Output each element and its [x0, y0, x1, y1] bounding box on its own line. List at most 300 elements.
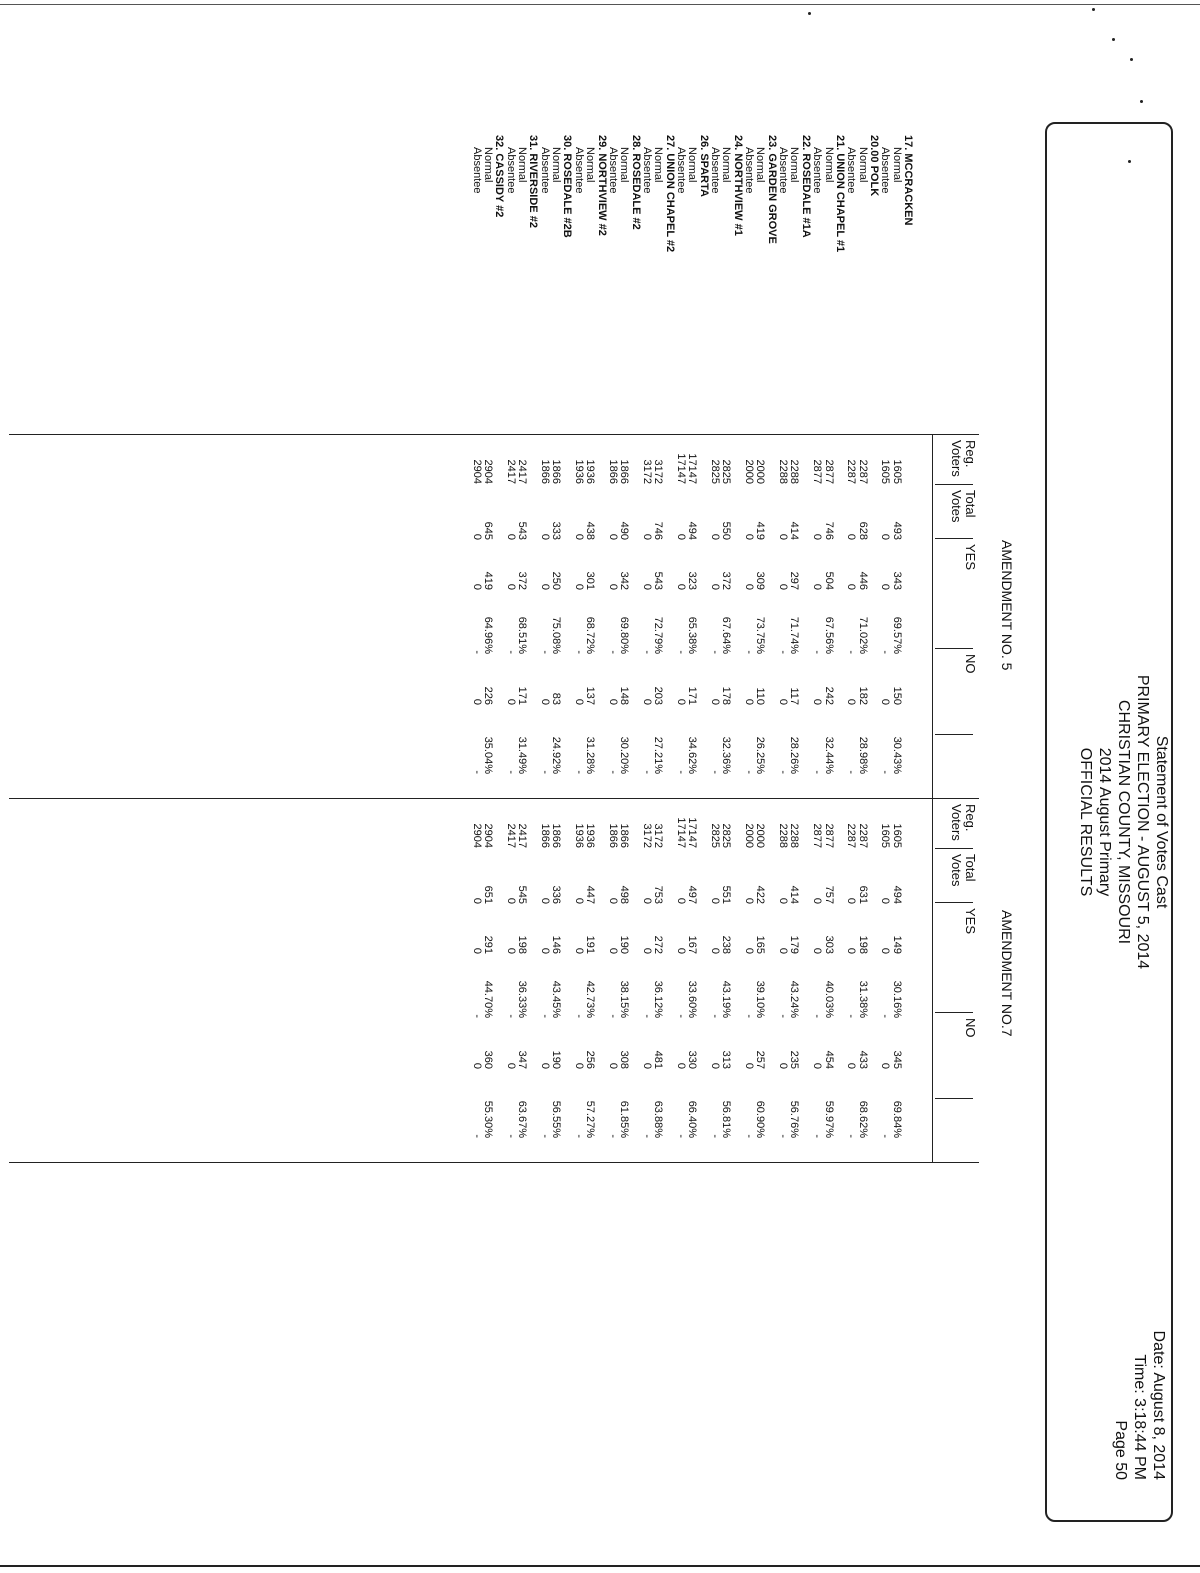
- vote-type: Absentee: [470, 147, 483, 194]
- table-row: [652, 135, 663, 1235]
- a5-no-votes-cell: 203: [652, 686, 665, 705]
- a5-no-percent-cell: 31.28%: [584, 736, 597, 774]
- vote-type: Normal: [754, 147, 767, 183]
- a5-no-votes-cell: 242: [822, 686, 835, 705]
- precinct-name: 21. UNION CHAPEL #1: [833, 135, 846, 253]
- precinct-name: 22. ROSEDALE #1A: [799, 135, 812, 238]
- table-row: [550, 135, 561, 1235]
- a5-total-votes-cell: 543: [516, 521, 529, 540]
- a7-no-percent-cell: 59.97%: [822, 1100, 835, 1138]
- scan-speck: [808, 12, 811, 15]
- a7-yes-votes-cell: 0: [538, 947, 551, 954]
- a5-yes-votes-cell: 0: [845, 583, 858, 590]
- a7-yes-percent-cell: 38.15%: [618, 980, 631, 1018]
- a7-yes-votes-cell: 0: [743, 947, 756, 954]
- a7-reg-voters-cell: 2877: [822, 823, 835, 848]
- a7-no-percent-cell: -: [709, 1134, 722, 1138]
- a7-yes-votes-cell: 167: [686, 935, 699, 954]
- a5-yes-percent-cell: 71.74%: [788, 616, 801, 654]
- a5-no-votes-cell: 226: [482, 686, 495, 705]
- a5-no-percent-cell: -: [845, 770, 858, 774]
- report-page-number: Page 50: [1112, 1420, 1129, 1480]
- a7-yes-votes-cell: 291: [482, 935, 495, 954]
- a5-no-percent-cell: 24.92%: [550, 736, 563, 774]
- a7-no-votes-cell: 433: [856, 1050, 869, 1069]
- a7-no-percent-cell: -: [777, 1134, 790, 1138]
- table-row: [482, 135, 493, 1235]
- a7-total-votes-cell: 0: [709, 897, 722, 904]
- a5-no-votes-cell: 148: [618, 686, 631, 705]
- a7-no-percent-cell: 63.67%: [516, 1100, 529, 1138]
- a5-total-votes-cell: 746: [822, 521, 835, 540]
- a7-no-percent-cell: 56.55%: [550, 1100, 563, 1138]
- a5-no-percent-cell: -: [743, 770, 756, 774]
- column-divider: [935, 648, 973, 649]
- a5-yes-votes-cell: 0: [538, 583, 551, 590]
- a5-yes-votes-cell: 250: [550, 571, 563, 590]
- a7-no-percent-cell: -: [470, 1134, 483, 1138]
- a7-yes-percent-cell: 36.12%: [652, 980, 665, 1018]
- column-header-yes: YES: [963, 908, 978, 935]
- a7-no-votes-cell: 256: [584, 1050, 597, 1069]
- a7-yes-percent-cell: 42.73%: [584, 980, 597, 1018]
- a5-yes-votes-cell: 0: [504, 583, 517, 590]
- a7-yes-votes-cell: 165: [754, 935, 767, 954]
- a7-no-votes-cell: 0: [640, 1062, 653, 1069]
- a5-yes-votes-cell: 372: [720, 571, 733, 590]
- a7-yes-percent-cell: -: [606, 1014, 619, 1018]
- a7-no-votes-cell: 308: [618, 1050, 631, 1069]
- a5-reg-voters-cell: 1605: [879, 459, 892, 484]
- precinct-header-row: [698, 135, 709, 1235]
- report-title-line: PRIMARY ELECTION - AUGUST 5, 2014: [1134, 674, 1151, 970]
- table-row: [505, 135, 516, 1235]
- a7-reg-voters-cell: 2288: [777, 823, 790, 848]
- a7-reg-voters-cell: 1936: [572, 823, 585, 848]
- precinct-name: 17. MCCRACKEN: [902, 135, 914, 226]
- a7-reg-voters-cell: 2288: [788, 823, 801, 848]
- amendment-5-title: AMENDMENT NO. 5: [999, 540, 1015, 671]
- a7-total-votes-cell: 0: [504, 897, 517, 904]
- a7-yes-votes-cell: 179: [788, 935, 801, 954]
- a5-no-percent-cell: -: [675, 770, 687, 774]
- a5-reg-voters-cell: 1936: [584, 459, 597, 484]
- a5-total-votes-cell: 493: [890, 521, 903, 540]
- a7-yes-percent-cell: -: [811, 1014, 824, 1018]
- a7-no-percent-cell: 55.30%: [482, 1100, 495, 1138]
- a5-no-votes-cell: 178: [720, 686, 733, 705]
- a7-total-votes-cell: 631: [856, 885, 869, 904]
- table-row: [754, 135, 765, 1235]
- a5-total-votes-cell: 494: [686, 521, 699, 540]
- vote-type: Normal: [550, 147, 563, 183]
- a5-no-percent-cell: -: [606, 770, 619, 774]
- a5-total-votes-cell: 0: [777, 533, 790, 540]
- a5-no-percent-cell: -: [538, 770, 551, 774]
- a5-yes-votes-cell: 504: [822, 571, 835, 590]
- a5-reg-voters-cell: 1866: [538, 459, 551, 484]
- table-row: [607, 135, 618, 1235]
- a7-total-votes-cell: 336: [550, 885, 563, 904]
- a5-yes-percent-cell: 67.64%: [720, 616, 733, 654]
- a7-total-votes-cell: 757: [822, 885, 835, 904]
- precinct-name: 24. NORTHVIEW #1: [731, 135, 744, 236]
- a5-yes-percent-cell: -: [743, 650, 756, 654]
- a7-no-votes-cell: 0: [675, 1062, 687, 1069]
- a5-no-votes-cell: 0: [879, 698, 892, 705]
- a7-yes-percent-cell: 43.45%: [550, 980, 563, 1018]
- a7-yes-votes-cell: 303: [822, 935, 835, 954]
- a5-yes-votes-cell: 0: [777, 583, 790, 590]
- a7-no-percent-cell: -: [879, 1134, 892, 1138]
- a7-no-votes-cell: 0: [743, 1062, 756, 1069]
- vote-type: Normal: [686, 147, 699, 183]
- a7-reg-voters-cell: 1605: [890, 823, 903, 848]
- a5-no-percent-cell: 35.04%: [482, 736, 495, 774]
- a5-yes-percent-cell: -: [845, 650, 858, 654]
- a7-no-votes-cell: 0: [777, 1062, 790, 1069]
- table-row: [856, 135, 867, 1235]
- a7-no-percent-cell: 61.85%: [618, 1100, 631, 1138]
- a7-reg-voters-cell: 3172: [640, 823, 653, 848]
- a7-total-votes-cell: 414: [788, 885, 801, 904]
- a7-reg-voters-cell: 1936: [584, 823, 597, 848]
- a7-no-votes-cell: 190: [550, 1050, 563, 1069]
- a5-no-votes-cell: 0: [743, 698, 756, 705]
- a5-no-votes-cell: 83: [550, 692, 563, 705]
- a7-reg-voters-cell: 1605: [879, 823, 892, 848]
- report-date-block: [1111, 1331, 1168, 1480]
- a5-yes-votes-cell: 0: [640, 583, 653, 590]
- column-divider: [935, 902, 973, 903]
- column-divider: [935, 734, 973, 735]
- table-row: [618, 135, 629, 1235]
- a7-total-votes-cell: 551: [720, 885, 733, 904]
- a7-no-votes-cell: 257: [754, 1050, 767, 1069]
- a7-yes-votes-cell: 0: [675, 947, 687, 954]
- a5-no-percent-cell: -: [709, 770, 722, 774]
- a7-yes-percent-cell: -: [675, 1014, 687, 1018]
- precinct-header-row: [663, 135, 674, 1235]
- vote-type: Absentee: [777, 147, 790, 194]
- precinct-header-row: [902, 135, 913, 1235]
- a7-reg-voters-cell: 2904: [482, 823, 495, 848]
- vote-type: Normal: [516, 147, 529, 183]
- a5-no-votes-cell: 0: [777, 698, 790, 705]
- a7-yes-percent-cell: 33.60%: [686, 980, 699, 1018]
- a5-reg-voters-cell: 2000: [743, 459, 756, 484]
- a5-no-votes-cell: 0: [470, 698, 483, 705]
- a5-yes-percent-cell: 64.96%: [482, 616, 495, 654]
- a5-yes-votes-cell: 419: [482, 571, 495, 590]
- precinct-name: 30. ROSEDALE #2B: [561, 135, 574, 238]
- report-title-line: CHRISTIAN COUNTY, MISSOURI: [1115, 699, 1132, 945]
- a5-reg-voters-cell: 2287: [856, 459, 869, 484]
- a7-yes-votes-cell: 146: [550, 935, 563, 954]
- a5-yes-votes-cell: 0: [606, 583, 619, 590]
- table-row: [641, 135, 652, 1235]
- a5-yes-votes-cell: 0: [675, 583, 687, 590]
- a7-yes-votes-cell: 272: [652, 935, 665, 954]
- vote-type: Absentee: [572, 147, 585, 194]
- a7-no-percent-cell: -: [504, 1134, 517, 1138]
- precinct-header-row: [766, 135, 777, 1235]
- a7-no-percent-cell: 66.40%: [686, 1100, 699, 1138]
- precinct-header-row: [800, 135, 811, 1235]
- table-row: [573, 135, 584, 1235]
- a5-yes-percent-cell: -: [640, 650, 653, 654]
- a7-yes-percent-cell: -: [845, 1014, 858, 1018]
- a5-yes-percent-cell: -: [470, 650, 483, 654]
- precinct-header-row: [527, 135, 538, 1235]
- a7-no-votes-cell: 0: [879, 1062, 892, 1069]
- a5-yes-votes-cell: 446: [856, 571, 869, 590]
- a5-no-percent-cell: 30.20%: [618, 736, 631, 774]
- a7-yes-percent-cell: 30.16%: [890, 980, 903, 1018]
- a5-yes-votes-cell: 297: [788, 571, 801, 590]
- a7-no-votes-cell: 0: [811, 1062, 824, 1069]
- a7-yes-percent-cell: 43.24%: [788, 980, 801, 1018]
- a7-reg-voters-cell: 2904: [470, 823, 483, 848]
- a7-total-votes-cell: 0: [572, 897, 585, 904]
- a5-yes-votes-cell: 0: [811, 583, 824, 590]
- a5-total-votes-cell: 746: [652, 521, 665, 540]
- scan-speck: [1092, 8, 1095, 11]
- a7-no-percent-cell: 57.27%: [584, 1100, 597, 1138]
- scan-speck: [1112, 38, 1115, 41]
- column-header-reg: Reg. Voters: [949, 804, 978, 841]
- a7-yes-votes-cell: 0: [879, 947, 892, 954]
- a7-no-votes-cell: 345: [890, 1050, 903, 1069]
- table-middle-rule: [9, 798, 979, 799]
- a7-yes-votes-cell: 198: [856, 935, 869, 954]
- precinct-header-row: [868, 135, 879, 1235]
- a7-yes-percent-cell: 44.70%: [482, 980, 495, 1018]
- a7-no-percent-cell: 56.81%: [720, 1100, 733, 1138]
- a5-yes-percent-cell: 73.75%: [754, 616, 767, 654]
- a7-no-percent-cell: -: [743, 1134, 756, 1138]
- precinct-header-row: [561, 135, 572, 1235]
- a7-no-votes-cell: 360: [482, 1050, 495, 1069]
- a5-no-votes-cell: 150: [890, 686, 903, 705]
- vote-type: Normal: [652, 147, 665, 183]
- a5-total-votes-cell: 0: [709, 533, 722, 540]
- column-divider: [935, 538, 973, 539]
- precinct-header-row: [732, 135, 743, 1235]
- a5-reg-voters-cell: 1936: [572, 459, 585, 484]
- table-row: [686, 135, 697, 1235]
- header-underline: [932, 434, 933, 1162]
- a5-no-percent-cell: -: [470, 770, 483, 774]
- a7-total-votes-cell: 651: [482, 885, 495, 904]
- a5-no-votes-cell: 171: [516, 686, 529, 705]
- a5-yes-votes-cell: 309: [754, 571, 767, 590]
- report-date: Date: August 8, 2014: [1150, 1330, 1167, 1480]
- a7-total-votes-cell: 0: [470, 897, 483, 904]
- precinct-name: 26. SPARTA: [697, 135, 710, 197]
- a5-no-votes-cell: 137: [584, 686, 597, 705]
- table-row: [675, 135, 686, 1235]
- a7-no-percent-cell: 68.62%: [856, 1100, 869, 1138]
- a7-reg-voters-cell: 2877: [811, 823, 824, 848]
- vote-type: Normal: [584, 147, 597, 183]
- vote-type: Absentee: [640, 147, 653, 194]
- a5-yes-percent-cell: 65.38%: [686, 616, 699, 654]
- a7-yes-votes-cell: 198: [516, 935, 529, 954]
- a5-total-votes-cell: 628: [856, 521, 869, 540]
- a7-total-votes-cell: 0: [606, 897, 619, 904]
- a5-no-percent-cell: 30.43%: [890, 736, 903, 774]
- a5-reg-voters-cell: 2288: [788, 459, 801, 484]
- a5-yes-votes-cell: 543: [652, 571, 665, 590]
- a7-no-votes-cell: 0: [504, 1062, 517, 1069]
- a5-no-percent-cell: -: [504, 770, 517, 774]
- a7-yes-percent-cell: -: [777, 1014, 790, 1018]
- a7-yes-votes-cell: 0: [811, 947, 824, 954]
- a5-no-percent-cell: -: [879, 770, 892, 774]
- table-right-rule: [9, 1162, 979, 1163]
- a5-yes-votes-cell: 323: [686, 571, 699, 590]
- a5-reg-voters-cell: 1866: [550, 459, 563, 484]
- a7-no-percent-cell: 69.84%: [890, 1100, 903, 1138]
- a7-reg-voters-cell: 2287: [845, 823, 858, 848]
- a5-total-votes-cell: 0: [538, 533, 551, 540]
- table-left-rule: [9, 434, 979, 435]
- a7-reg-voters-cell: 1866: [538, 823, 551, 848]
- a5-reg-voters-cell: 2288: [777, 459, 790, 484]
- precinct-name: 29. NORTHVIEW #2: [595, 135, 608, 236]
- a5-yes-votes-cell: 0: [572, 583, 585, 590]
- a7-total-votes-cell: 0: [777, 897, 790, 904]
- table-row: [822, 135, 833, 1235]
- vote-type: Normal: [788, 147, 801, 183]
- a5-total-votes-cell: 0: [675, 533, 687, 540]
- a5-no-votes-cell: 110: [754, 687, 767, 705]
- a7-no-percent-cell: -: [606, 1134, 619, 1138]
- vote-type: Absentee: [709, 147, 722, 194]
- a7-no-votes-cell: 0: [845, 1062, 858, 1069]
- a7-no-percent-cell: -: [640, 1134, 653, 1138]
- a5-total-votes-cell: 438: [584, 521, 597, 540]
- a7-yes-votes-cell: 149: [890, 935, 903, 954]
- a5-no-percent-cell: -: [811, 770, 824, 774]
- column-header-yes: YES: [963, 544, 978, 571]
- column-header-reg: Reg. Voters: [949, 440, 978, 477]
- a7-reg-voters-cell: 1866: [618, 823, 631, 848]
- a5-no-votes-cell: 182: [856, 686, 869, 705]
- a5-reg-voters-cell: 3172: [652, 459, 665, 484]
- scan-top-edge: [0, 4, 1200, 5]
- vote-type: Normal: [822, 147, 835, 183]
- amendment-7-title: AMENDMENT NO.7: [999, 910, 1015, 1037]
- table-row: [890, 135, 901, 1235]
- a7-no-percent-cell: 63.88%: [652, 1100, 665, 1138]
- a7-yes-votes-cell: 0: [777, 947, 790, 954]
- a5-yes-votes-cell: 0: [743, 583, 756, 590]
- a5-yes-percent-cell: 67.56%: [822, 616, 835, 654]
- a7-no-votes-cell: 0: [606, 1062, 619, 1069]
- a5-no-votes-cell: 0: [845, 698, 858, 705]
- a7-total-votes-cell: 0: [743, 897, 756, 904]
- a5-no-percent-cell: -: [640, 770, 653, 774]
- a5-no-votes-cell: 0: [606, 698, 619, 705]
- a5-total-votes-cell: 414: [788, 521, 801, 540]
- a5-reg-voters-cell: 2417: [504, 459, 517, 484]
- a5-yes-percent-cell: 68.72%: [584, 616, 597, 654]
- a5-reg-voters-cell: 2417: [516, 459, 529, 484]
- a7-yes-percent-cell: -: [572, 1014, 585, 1018]
- precinct-header-row: [493, 135, 504, 1235]
- a7-no-votes-cell: 330: [686, 1050, 699, 1069]
- a5-reg-voters-cell: 2904: [470, 459, 483, 484]
- a7-total-votes-cell: 753: [652, 885, 665, 904]
- a5-reg-voters-cell: 2000: [754, 459, 767, 484]
- a7-reg-voters-cell: 1866: [606, 823, 619, 848]
- vote-type: Normal: [890, 147, 903, 183]
- precinct-name: 28. ROSEDALE #2: [629, 135, 642, 230]
- a5-yes-percent-cell: 71.02%: [856, 616, 869, 654]
- a5-total-votes-cell: 0: [845, 533, 858, 540]
- a5-yes-percent-cell: -: [879, 650, 892, 654]
- a5-yes-percent-cell: -: [538, 650, 551, 654]
- report-title-block: [1076, 124, 1171, 1520]
- scan-speck: [1130, 58, 1133, 61]
- column-divider: [935, 1012, 973, 1013]
- a7-no-percent-cell: -: [675, 1134, 687, 1138]
- precinct-name: 20.00 POLK: [867, 135, 880, 197]
- a5-no-percent-cell: 26.25%: [754, 736, 767, 774]
- precinct-header-row: [595, 135, 606, 1235]
- a5-yes-percent-cell: 72.79%: [652, 616, 665, 654]
- a7-yes-votes-cell: 0: [709, 947, 722, 954]
- a7-total-votes-cell: 0: [845, 897, 858, 904]
- report-title-line: Statement of Votes Cast: [1153, 735, 1170, 909]
- a7-yes-percent-cell: 43.19%: [720, 980, 733, 1018]
- a7-yes-votes-cell: 191: [584, 935, 597, 954]
- a7-total-votes-cell: 545: [516, 885, 529, 904]
- table-row: [845, 135, 856, 1235]
- column-divider: [935, 484, 973, 485]
- column-header-total: Total Votes: [949, 854, 978, 887]
- a5-reg-voters-cell: 1605: [890, 459, 903, 484]
- column-header-total: Total Votes: [949, 490, 978, 523]
- a5-reg-voters-cell: 1866: [606, 459, 619, 484]
- a7-no-votes-cell: 0: [538, 1062, 551, 1069]
- a7-no-votes-cell: 481: [652, 1050, 665, 1069]
- table-row: [811, 135, 822, 1235]
- a7-no-percent-cell: 56.76%: [788, 1100, 801, 1138]
- a7-yes-percent-cell: -: [538, 1014, 551, 1018]
- vote-type: Absentee: [504, 147, 517, 194]
- column-header-no: NO: [963, 654, 978, 674]
- a5-no-percent-cell: 34.62%: [686, 736, 699, 774]
- a5-no-votes-cell: 117: [788, 687, 801, 705]
- a7-no-percent-cell: -: [538, 1134, 551, 1138]
- a5-reg-voters-cell: 1866: [618, 459, 631, 484]
- a7-yes-votes-cell: 0: [504, 947, 517, 954]
- precinct-header-row: [629, 135, 640, 1235]
- a7-no-votes-cell: 454: [822, 1050, 835, 1069]
- vote-type: Absentee: [743, 147, 756, 194]
- a5-no-percent-cell: 32.36%: [720, 736, 733, 774]
- table-row: [720, 135, 731, 1235]
- a5-reg-voters-cell: 2877: [811, 459, 824, 484]
- a5-no-votes-cell: 171: [686, 686, 699, 705]
- table-row: [709, 135, 720, 1235]
- vote-type: Normal: [482, 147, 495, 183]
- a7-no-votes-cell: 0: [470, 1062, 483, 1069]
- precinct-name: 27. UNION CHAPEL #2: [663, 135, 676, 253]
